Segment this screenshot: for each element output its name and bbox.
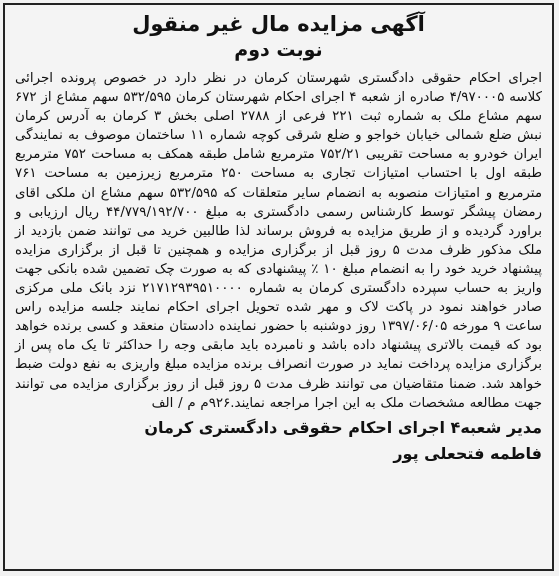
notice-body: اجرای احکام حقوقی دادگستری شهرستان کرمان در نظر دارد در خصوص پرونده اجرائی کلاسه ۴/۹۷۰۰۰۵ صادره از شعبه ۴ اجرای احکام شهرستان کرمان ۵۳۲/۵۹۵ سهم مشاع از ۶۷۲ سهم مشاع ملک به شماره ثبت ۲۲۱ فرعی از ۲۷۸۸ اصلی بخش ۳ کرمان به آدرس کرمان نبش ضلع شمالی خیابان خواجو و ضلع شرقی کوچه شماره ۱۱ ساختمان موصوف به نمایندگی ایران خودرو به مساحت تقریبی ۷۵۲/۲۱ مترمربع شامل طبقه همکف به مساحت ۷۵۲ مترمربع طبقه اول با احتساب امتیازات تجاری به مساحت ۲۵۰ مترمربع زیرزمین به مساحت ۷۶۱ مترمربع و امتیازات منصوبه به انضمام سایر متعلقات که ۵۳۲/۵۹۵ سهم مشاع ان ملکی اقای رمضان پیشگر توسط کارشناس رسمی دادگستری به مبلغ ۴۴/۷۷۹/۱۹۲/۷۰۰ ریال ارزیابی و براورد گردیده و از طریق مزایده به فروش برساند لذا طالبین خرید می توانند ضمن بازدید از ملک مذکور ظرف مدت ۵ روز قبل از برگزاری مزایده و همچنین تا قبل از برگزاری مزایده پیشنهاد خرید خود را به انضمام مبلغ ۱۰ ٪ پیشنهادی که به صورت چک تضمین شده بانکی جهت واریز به حساب سپرده دادگستری کرمان به شماره ۲۱۷۱۲۹۳۹۵۱۰۰۰۰ نزد بانک ملی مرکزی صادر خواهند نمود در پاکت لاک و مهر شده تحویل اجرای احکام نمایند جلسه مزایده راس ساعت ۹ مورخه ۱۳۹۷/۰۶/۰۵ روز دوشنبه با حضور نماینده دادستان منعقد و کسی برنده خواهد بود که قیمت بالاتری پیشنهاد داده باشد و نامبرده باید مابقی وجه را حداکثر تا یک ماه پس از برگزاری مزایده پرداخت نماید در صورت انصراف برنده مزایده مبلغ واریزی به نفع دولت ضبط خواهد شد. ضمنا متقاضیان می توانند ظرف مدت ۵ روز قبل از روز برگزاری مزایده می توانند جهت مطالعه مشخصات ملک به این اجرا مراجعه نمایند.۹۲۶م م / الف: [15, 71, 543, 411]
notice-subtitle: نوبت دوم: [234, 39, 323, 61]
signature-name: فاطمه فتحعلی پور: [393, 443, 542, 463]
auction-notice: [3, 3, 554, 571]
notice-title: آگهی مزایده مال غیر منقول: [132, 12, 425, 36]
signature-title: مدیر شعبه۴ اجرای احکام حقوقی دادگستری کرمان: [144, 417, 542, 437]
